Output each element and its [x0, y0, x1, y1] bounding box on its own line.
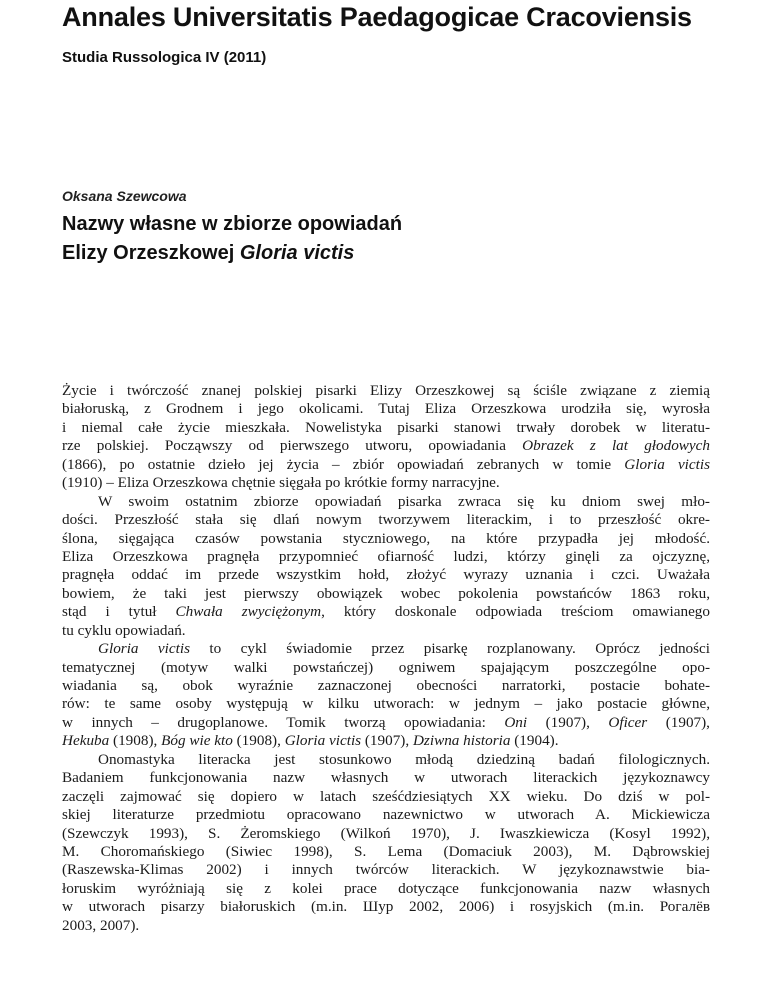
body-text-segment: stąd i tytuł	[62, 603, 176, 621]
body-text-segment: w innych – drugoplanowe. Tomik tworzą opowiadania:	[62, 713, 505, 731]
body-line	[62, 806, 710, 824]
body-text-segment: Życie i twórczość znanej polskiej pisarki Elizy Orzeszkowej są ściśle związane z ziemią	[62, 382, 710, 399]
body-italic-text: Oficer	[608, 713, 648, 731]
body-line	[62, 437, 710, 455]
body-line	[62, 640, 710, 658]
body-text-segment: rów: te same osoby występują w kilku utworach: w jednym – jako postacie główne,	[62, 695, 710, 713]
body-text-segment: 2003, 2007).	[62, 916, 140, 934]
article-body	[62, 382, 710, 935]
body-text-segment: (1907),	[647, 713, 710, 731]
body-line	[62, 917, 710, 935]
body-text-segment: (1904).	[510, 732, 559, 750]
body-text-segment: rze polskiej. Począwszy od pierwszego utworu, opowiadania	[62, 437, 523, 455]
body-text-segment: skiej literaturze przedmiotu opracowano nazewnictwo w utworach A. Mickiewicza	[62, 806, 710, 824]
body-text-segment: tematycznej (motyw walki powstańczej) ogniwem spajającym poszczególne opo-	[62, 658, 710, 676]
body-text-segment: (Raszewska-Klimas 2002) i innych twórców literackich. W językoznawstwie bia-	[62, 861, 710, 879]
body-line	[62, 419, 710, 437]
article-title-line-2-text: Elizy Orzeszkowej	[62, 242, 240, 264]
body-text-segment: bowiem, że taki jest pierwszy obowiązek wobec pokolenia powstańców 1863 roku,	[62, 584, 710, 602]
article-title-line-1: Nazwy własne w zbiorze opowiadań	[62, 213, 403, 235]
body-line	[62, 474, 710, 492]
body-text-segment: Eliza Orzeszkowa pragnęła przypomnieć ofiarność ludzi, którzy ginęli za ojczyznę,	[62, 547, 710, 565]
journal-subtitle: Studia Russologica IV (2011)	[62, 49, 267, 66]
body-line	[62, 511, 710, 529]
body-text-segment: Badaniem funkcjonowania nazw własnych w utworach literackich językoznawcy	[62, 769, 710, 787]
body-text-segment: (1907),	[361, 732, 413, 750]
body-line	[62, 585, 710, 603]
body-text-segment: i niemal całe życie mieszkała. Nowelistyka pisarki stanowi trwały dorobek w literatu-	[62, 418, 710, 436]
article-title	[62, 210, 402, 268]
body-text-segment: (Szewczyk 1993), S. Żeromskiego (Wilkoń 1970), J. Iwaszkiewicza (Kosyl 1992),	[62, 824, 710, 842]
body-line	[62, 566, 710, 584]
journal-title: Annales Universitatis Paedagogicae Cracoviensis	[62, 2, 692, 32]
body-line	[62, 456, 710, 474]
body-line	[62, 751, 710, 769]
body-text-segment: (1908),	[232, 732, 285, 750]
body-line	[62, 677, 710, 695]
body-text-segment: to cykl świadomie przez pisarkę rozplanowany. Oprócz jedności	[189, 640, 710, 658]
body-italic-text: Chwała zwyciężonym	[175, 603, 322, 621]
body-line	[62, 493, 710, 511]
body-line	[62, 695, 710, 713]
body-line	[62, 603, 710, 621]
body-text-segment: M. Choromańskiego (Siwiec 1998), S. Lema (Domaciuk 2003), M. Dąbrowskiej	[62, 842, 710, 860]
body-line	[62, 769, 710, 787]
body-line	[62, 843, 710, 861]
article-author: Oksana Szewcowa	[62, 188, 187, 204]
body-text-segment: W swoim ostatnim zbiorze opowiadań pisarka zwraca się ku dniom swej mło-	[98, 492, 710, 510]
body-text-segment: (1910) – Eliza Orzeszkowa chętnie sięgała po krótkie formy narracyjne.	[62, 474, 500, 492]
body-line	[62, 530, 710, 548]
body-text-segment: (1866), po ostatnie dzieło jej życia – zbiór opowiadań zebranych w tomie	[62, 455, 625, 473]
body-text-segment: (1907),	[527, 713, 609, 731]
body-text-segment: pragnęła oddać im przede wszystkim hołd, złożyć wyrazy uznania i czci. Uważała	[62, 566, 710, 584]
body-italic-text: Bóg wie kto	[161, 732, 233, 750]
body-text-segment: , który doskonale odpowiada treściom omawianego	[321, 603, 710, 621]
body-italic-text: Dziwna historia	[412, 732, 511, 750]
body-text-segment: zaczęli zajmować się dopiero w latach sześćdziesiątych XX wieku. Do dziś w pol-	[62, 787, 710, 805]
body-text-segment: białoruską, z Grodnem i jego okolicami. Tutaj Eliza Orzeszkowa urodziła się, wyrosła	[62, 400, 710, 418]
body-text-segment: wiadania są, obok wyraźnie zaznaczonej obecności narratorki, postacie bohate-	[62, 677, 710, 694]
body-italic-text: Hekuba	[62, 732, 110, 750]
body-text-segment: (1908),	[109, 732, 162, 750]
article-title-line-2	[62, 239, 402, 268]
body-line	[62, 659, 710, 677]
body-line	[62, 788, 710, 806]
body-line	[62, 714, 710, 732]
body-text-segment: dości. Przeszłość stała się dlań nowym tworzywem literackim, i to przeszłość okre-	[62, 511, 710, 529]
body-line	[62, 732, 710, 750]
body-line	[62, 825, 710, 843]
body-line	[62, 861, 710, 879]
body-line	[62, 898, 710, 916]
body-line	[62, 382, 710, 400]
body-text-segment: ślona, sięgająca czasów powstania styczniowego, na które przypadła jej młodość.	[62, 529, 710, 547]
body-text-segment: Onomastyka literacka jest stosunkowo młodą dziedziną badań filologicznych.	[98, 750, 710, 768]
body-italic-text: Gloria victis	[98, 640, 190, 658]
body-text-segment: tu cyklu opowiadań.	[62, 621, 186, 639]
body-line	[62, 880, 710, 898]
article-title-line-2-italic: Gloria victis	[239, 242, 355, 264]
body-text-segment: w utworach pisarzy białoruskich (m.in. Шур 2002, 2006) i rosyjskich (m.in. Рогалёв	[62, 898, 710, 916]
body-line	[62, 622, 710, 640]
body-italic-text: Oni	[504, 713, 528, 731]
body-line	[62, 548, 710, 566]
body-italic-text: Gloria victis	[624, 455, 710, 473]
body-italic-text: Obrazek z lat głodowych	[522, 437, 710, 455]
body-text-segment: łoruskim wyróżniają się z kolei prace dotyczące funkcjonowania nazw własnych	[62, 879, 710, 897]
body-italic-text: Gloria victis	[284, 732, 362, 750]
body-line	[62, 400, 710, 418]
